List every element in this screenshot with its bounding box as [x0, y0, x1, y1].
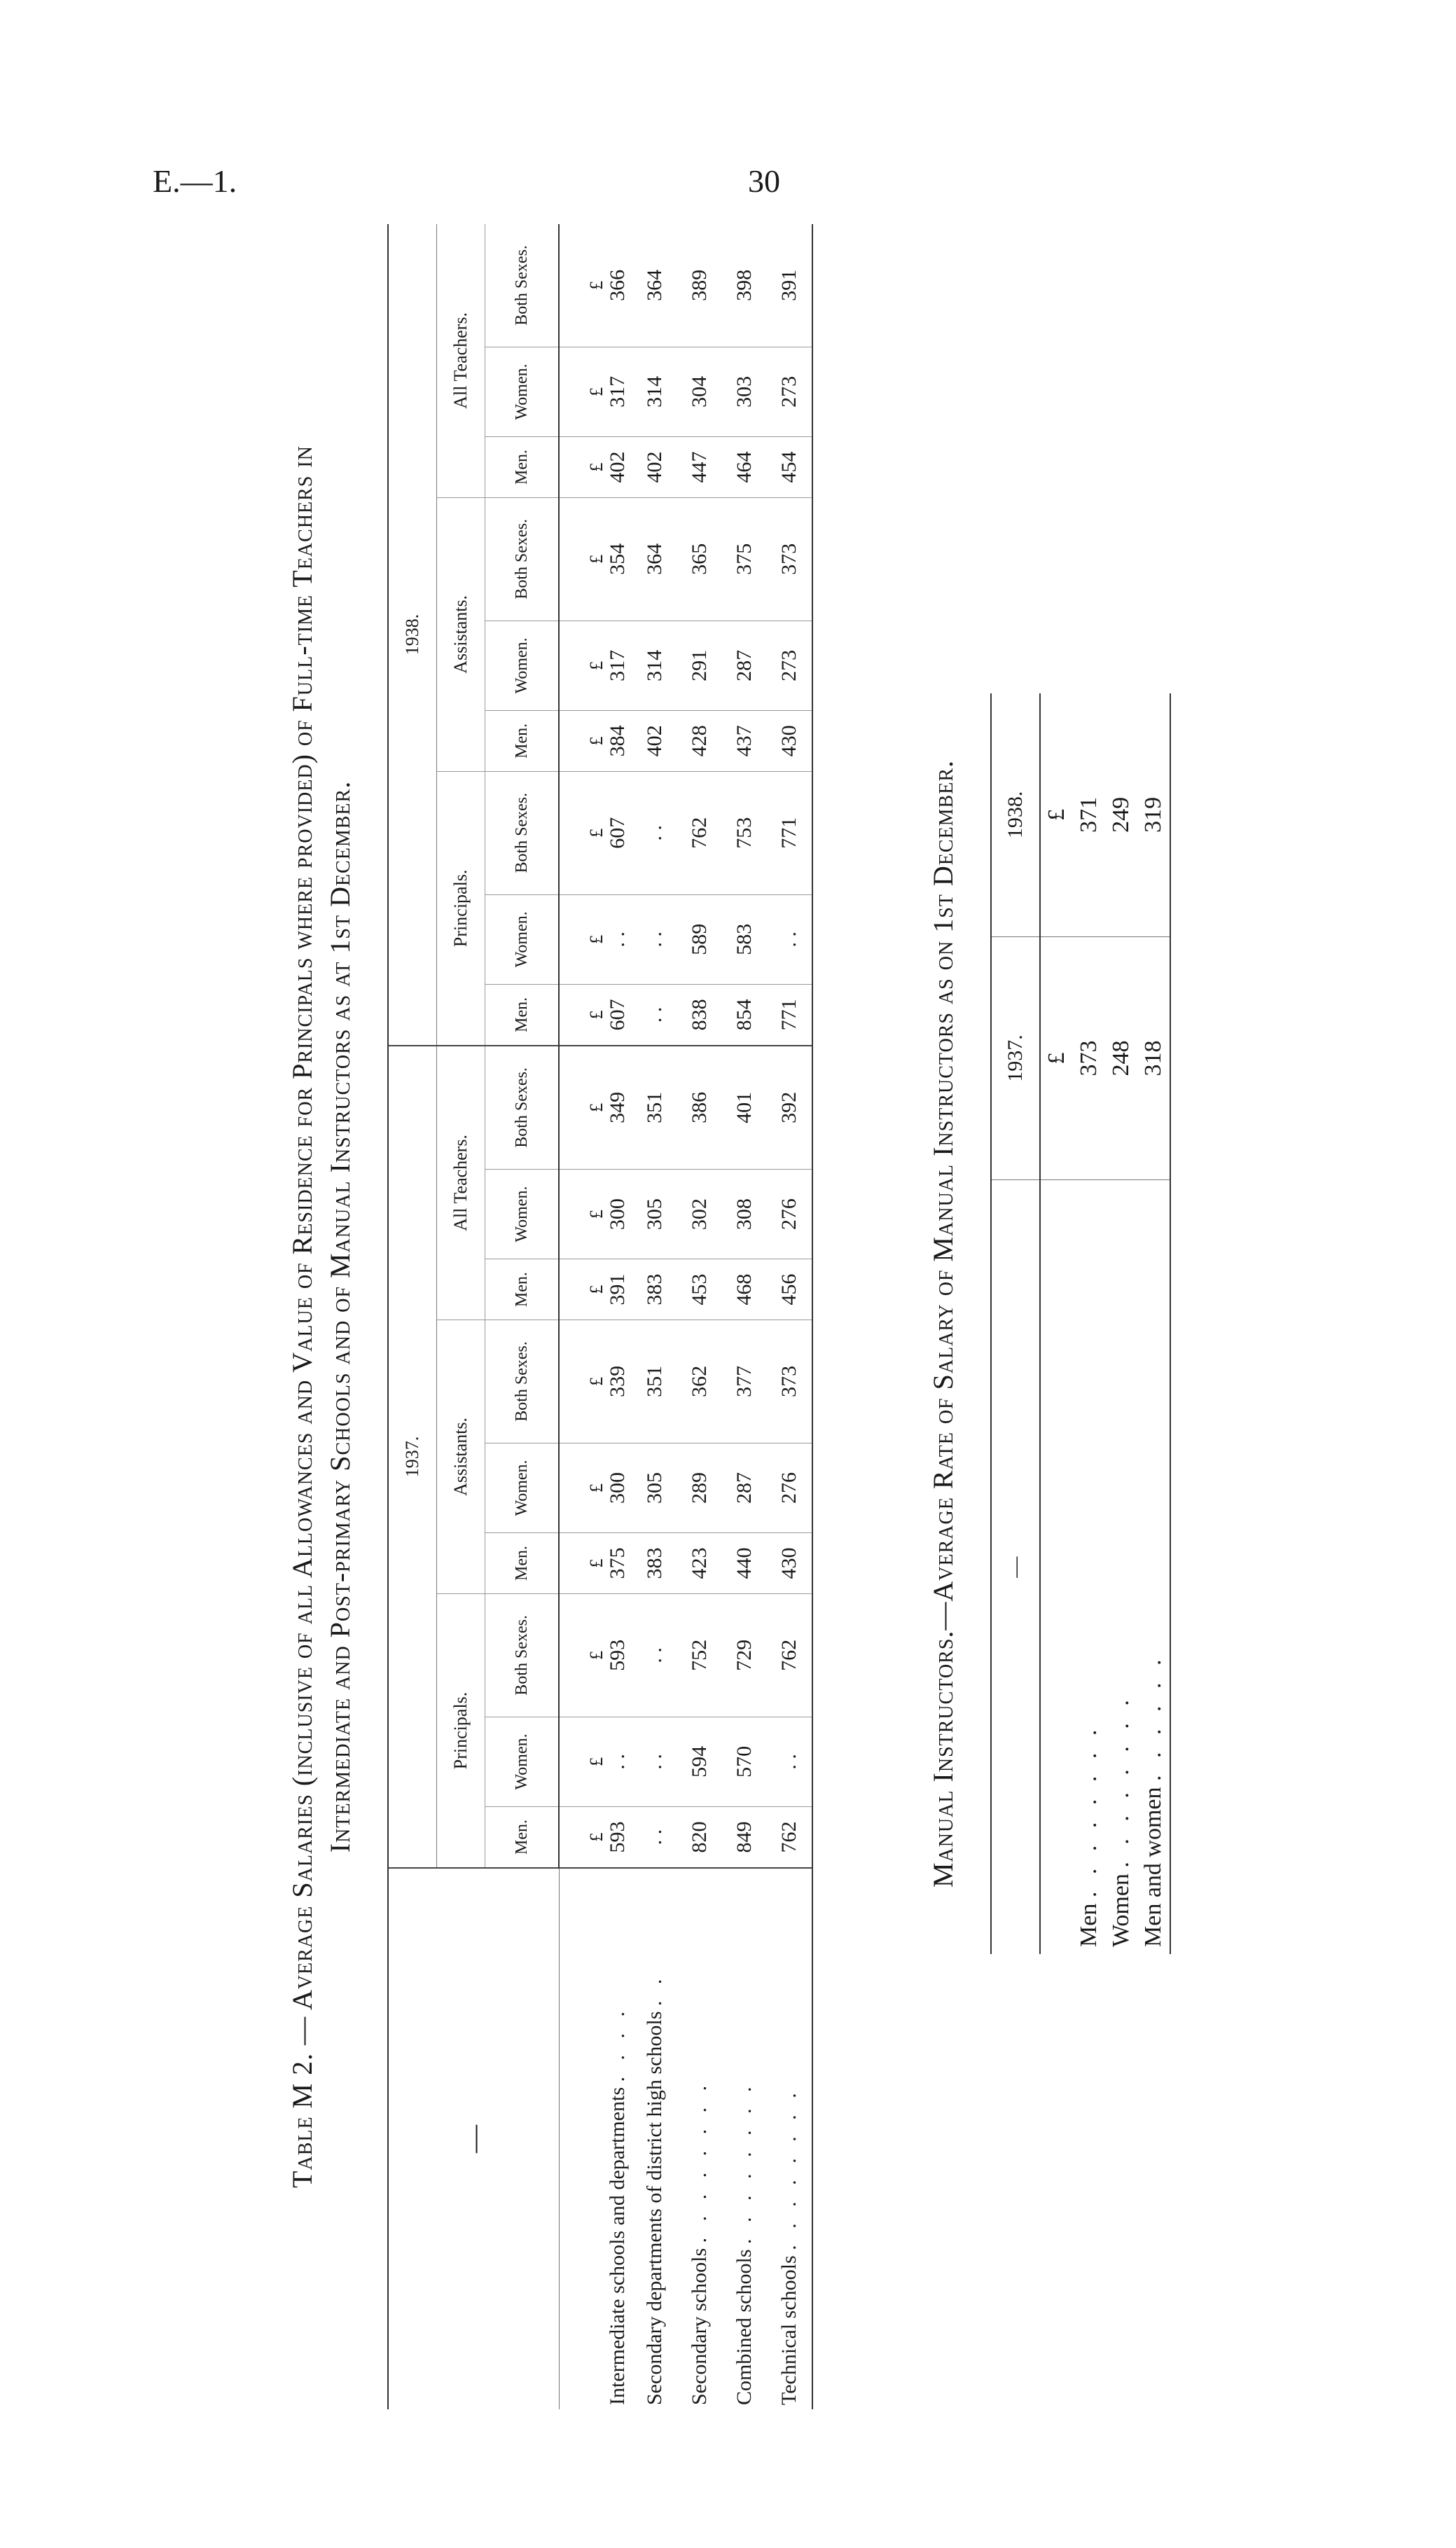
table-cell [677, 894, 722, 984]
cell-value: 373 [777, 1365, 800, 1397]
currency-symbol: £ [586, 1102, 606, 1112]
currency-symbol: £ [586, 1757, 606, 1766]
table-cell [677, 224, 722, 347]
cell-value: . . [643, 1006, 666, 1023]
table-cell [767, 497, 812, 621]
cell-value: 305 [643, 1472, 666, 1504]
cell-value: 287 [733, 1472, 756, 1504]
sub-header: Men. [485, 710, 560, 771]
mi-currency-row [1040, 693, 1073, 1954]
cell-value: 339 [606, 1365, 629, 1397]
cell-value: 428 [688, 725, 711, 757]
table-cell [722, 347, 767, 436]
cell-value: 594 [688, 1745, 711, 1778]
table-cell [767, 1443, 812, 1532]
currency-symbol: £ [586, 280, 606, 290]
cell-value: 398 [733, 269, 756, 301]
table-cell [677, 1443, 722, 1532]
sub-header: Both Sexes. [485, 1593, 560, 1717]
table-cell [767, 1320, 812, 1443]
cell-value: 771 [777, 817, 800, 849]
cell-value: 402 [606, 451, 629, 483]
row-label [559, 1868, 632, 2409]
currency-symbol: £ [586, 1376, 606, 1386]
group-header: Assistants. [437, 497, 485, 771]
sub-header: Women. [485, 1717, 560, 1806]
cell-value: 762 [688, 817, 711, 849]
table-cell [677, 1717, 722, 1806]
mi-row [1137, 693, 1170, 1954]
table-row [559, 224, 632, 2409]
cell-value: 762 [777, 1821, 800, 1853]
cell-value: 392 [777, 1091, 800, 1123]
cell-value: 762 [777, 1639, 800, 1671]
cell-value: 447 [688, 451, 711, 483]
mi-row-label [1137, 1180, 1170, 1954]
mi-col-1937: 1937. [991, 936, 1040, 1180]
cell-value: 366 [606, 269, 629, 301]
cell-value: 593 [606, 1639, 629, 1671]
table-cell [767, 621, 812, 710]
cell-value: 386 [688, 1091, 711, 1123]
table-cell [722, 1320, 767, 1443]
cell-value: 464 [733, 451, 756, 483]
cell-value: 401 [733, 1091, 756, 1123]
cell-value: 849 [733, 1821, 756, 1853]
table-cell [559, 1807, 632, 1868]
cell-value: 607 [606, 817, 629, 849]
manual-instructors-caption: Manual Instructors.—Average Rate of Salary of Manual Instructors as on 1st December. [927, 760, 959, 1888]
row-label-text: Secondary departments of district high schools [643, 2011, 666, 2405]
table-cell [722, 621, 767, 710]
mi-cell-value: 318 [1137, 936, 1170, 1180]
leader-dots: . . [643, 1973, 666, 2007]
cell-value: 453 [688, 1273, 711, 1306]
group-header: Principals. [437, 771, 485, 1046]
sub-header: Men. [485, 1807, 560, 1868]
table-cell [767, 1046, 812, 1170]
currency-symbol: £ [586, 736, 606, 746]
cell-value: 468 [733, 1273, 756, 1306]
table-cell [722, 894, 767, 984]
row-label-text: Combined schools [733, 2249, 756, 2405]
group-header: Principals. [437, 1593, 485, 1868]
mi-cell-value: 249 [1105, 693, 1137, 936]
mi-cell-value: 371 [1073, 693, 1105, 936]
cell-value: 317 [606, 375, 629, 408]
mi-row-label [1105, 1180, 1137, 1954]
table-cell [767, 1533, 812, 1594]
table-cell [559, 710, 632, 771]
cell-value: 375 [733, 543, 756, 575]
table-cell [632, 1717, 677, 1806]
table-cell [677, 347, 722, 436]
cell-value: 384 [606, 725, 629, 757]
table-cell [677, 710, 722, 771]
table-cell [767, 224, 812, 347]
table-cell [677, 1259, 722, 1320]
cell-value: 273 [777, 375, 800, 408]
table-cell [559, 437, 632, 498]
mi-cell-value: 373 [1073, 936, 1105, 1180]
leader-dots: . . . . . . . . [1108, 1694, 1134, 1868]
table-cell [632, 347, 677, 436]
cell-value: 820 [688, 1821, 711, 1853]
caption-line-1: Table M 2. — Average Salaries (inclusive of all Allowances and Value of Residence for Principals where provided) of Full-time Teachers in [286, 445, 318, 2188]
cell-value: 838 [688, 999, 711, 1031]
table-cell [767, 1259, 812, 1320]
sub-header: Men. [485, 1259, 560, 1320]
sub-header: Women. [485, 894, 560, 984]
cell-value: . . [643, 1829, 666, 1846]
currency-symbol: £ [586, 462, 606, 472]
cell-value: 317 [606, 649, 629, 681]
table-cell [767, 1717, 812, 1806]
cell-value: 349 [606, 1091, 629, 1123]
table-cell [677, 437, 722, 498]
sub-header: Both Sexes. [485, 1320, 560, 1443]
cell-value: 589 [688, 923, 711, 955]
cell-value: 365 [688, 543, 711, 575]
table-cell [632, 984, 677, 1045]
group-header: All Teachers. [437, 1046, 485, 1320]
table-cell [767, 894, 812, 984]
table-cell [767, 437, 812, 498]
table-cell [559, 984, 632, 1045]
currency-symbol: £ [586, 387, 606, 396]
cell-value: 437 [733, 725, 756, 757]
table-cell [677, 1046, 722, 1170]
table-cell [767, 347, 812, 436]
page-reference: E.—1. [153, 163, 237, 199]
group-header: All Teachers. [437, 224, 485, 497]
cell-value: 430 [777, 725, 800, 757]
cell-value: 351 [643, 1091, 666, 1123]
table-cell [722, 1717, 767, 1806]
table-cell [677, 497, 722, 621]
table-cell [767, 771, 812, 894]
currency-symbol: £ [1040, 936, 1073, 1180]
cell-value: 276 [777, 1472, 800, 1504]
cell-value: 402 [643, 725, 666, 757]
cell-value: 383 [643, 1547, 666, 1579]
currency-symbol: £ [586, 1285, 606, 1294]
table-cell [559, 347, 632, 436]
cell-value: 570 [733, 1745, 756, 1778]
cell-value: 375 [606, 1547, 629, 1579]
row-label-text: Intermediate schools and departments [606, 2086, 629, 2405]
cell-value: . . [643, 932, 666, 948]
cell-value: 305 [643, 1198, 666, 1231]
table-cell [677, 1807, 722, 1868]
table-cell [559, 497, 632, 621]
cell-value: 364 [643, 543, 666, 575]
row-label [767, 1868, 812, 2409]
table-cell [559, 1320, 632, 1443]
sub-header: Women. [485, 1443, 560, 1532]
cell-value: 753 [733, 817, 756, 849]
year-1938: 1938. [388, 224, 437, 1046]
cell-value: 289 [688, 1472, 711, 1504]
table-cell [722, 1259, 767, 1320]
leader-dots: . . . . [606, 2005, 629, 2082]
table-cell [722, 1807, 767, 1868]
table-cell [677, 771, 722, 894]
row-label-text: Technical schools [777, 2255, 800, 2405]
mi-row-label-text: Men [1076, 1903, 1102, 1947]
cell-value: 314 [643, 649, 666, 681]
cell-value: 351 [643, 1365, 666, 1397]
cell-value: 383 [643, 1273, 666, 1306]
table-cell [632, 1443, 677, 1532]
cell-value: 300 [606, 1472, 629, 1504]
sub-header: Men. [485, 437, 560, 498]
sub-header: Both Sexes. [485, 224, 560, 347]
table-row [767, 224, 812, 2409]
table-cell [559, 894, 632, 984]
caption-line-2: Intermediate and Post-primary Schools and of Manual Instructors as at 1st December. [324, 780, 356, 1853]
table-cell [559, 1593, 632, 1717]
sub-header: Men. [485, 1533, 560, 1594]
currency-symbol: £ [586, 934, 606, 944]
leader-dots: . . . . . . . . [733, 2081, 756, 2244]
table-cell [677, 1533, 722, 1594]
table-cell [632, 1169, 677, 1259]
cell-value: 389 [688, 269, 711, 301]
table-cell [559, 1259, 632, 1320]
table-cell [722, 1046, 767, 1170]
mi-col-1938: 1938. [991, 693, 1040, 936]
cell-value: 377 [733, 1365, 756, 1397]
mi-cell-value: 319 [1137, 693, 1170, 936]
currency-symbol: £ [586, 554, 606, 564]
page-number: 30 [748, 163, 780, 199]
currency-symbol: £ [586, 1650, 606, 1660]
cell-value: 276 [777, 1198, 800, 1231]
table-cell [632, 894, 677, 984]
mi-row [1105, 693, 1137, 1954]
table-cell [767, 984, 812, 1045]
currency-symbol: £ [1040, 693, 1073, 936]
table-cell [767, 1169, 812, 1259]
cell-value: 729 [733, 1639, 756, 1671]
cell-value: 430 [777, 1547, 800, 1579]
table-cell [677, 1320, 722, 1443]
table-cell [722, 1593, 767, 1717]
row-label [677, 1868, 722, 2409]
sub-header: Women. [485, 347, 560, 436]
cell-value: . . [606, 932, 629, 948]
currency-symbol: £ [586, 1558, 606, 1568]
cell-value: 302 [688, 1198, 711, 1231]
cell-value: 854 [733, 999, 756, 1031]
cell-value: . . [643, 824, 666, 841]
currency-symbol: £ [586, 1210, 606, 1219]
manual-instructors-block [924, 693, 1171, 1954]
leader-dots: . . . . . . . . [1076, 1724, 1102, 1898]
cell-value: 354 [606, 543, 629, 575]
table-cell [632, 771, 677, 894]
cell-value: 456 [777, 1273, 800, 1306]
manual-instructors-table [990, 693, 1171, 1954]
cell-value: 391 [606, 1273, 629, 1306]
table-cell [677, 1169, 722, 1259]
table-cell [632, 1533, 677, 1594]
sub-header: Men. [485, 984, 560, 1045]
cell-value: 583 [733, 923, 756, 955]
group-header: Assistants. [437, 1320, 485, 1593]
table-cell [722, 224, 767, 347]
row-label [722, 1868, 767, 2409]
currency-symbol: £ [586, 828, 606, 838]
sub-header: Women. [485, 1169, 560, 1259]
cell-value: . . [643, 1754, 666, 1770]
table-cell [632, 1807, 677, 1868]
sub-header: Both Sexes. [485, 1046, 560, 1170]
cell-value: 287 [733, 649, 756, 681]
table-cell [722, 497, 767, 621]
table-cell [559, 621, 632, 710]
table-cell [722, 984, 767, 1045]
cell-value: 273 [777, 649, 800, 681]
leader-dots: . . . . . . . . [777, 2087, 800, 2250]
table-cell [632, 710, 677, 771]
table-cell [767, 1593, 812, 1717]
currency-symbol: £ [586, 660, 606, 670]
table-cell [559, 1169, 632, 1259]
mi-row-label-text: Men and women [1140, 1787, 1166, 1947]
table-cell [559, 1717, 632, 1806]
cell-value: . . [777, 1754, 800, 1770]
table-cell [559, 1046, 632, 1170]
mi-corner-dash: — [991, 1180, 1040, 1954]
cell-value: 402 [643, 451, 666, 483]
table-cell [632, 1046, 677, 1170]
leader-dots: . . . . . . . . [688, 2079, 711, 2243]
table-cell [632, 621, 677, 710]
cell-value: 308 [733, 1198, 756, 1231]
table-row [632, 224, 677, 2409]
cell-value: . . [606, 1754, 629, 1770]
table-cell [632, 1320, 677, 1443]
table-row [677, 224, 722, 2409]
table-cell [632, 497, 677, 621]
year-1937: 1937. [388, 1046, 437, 1868]
corner-dash: — [388, 1868, 559, 2409]
table-cell [559, 771, 632, 894]
cell-value: . . [643, 1647, 666, 1663]
mi-row-label-text: Women [1108, 1874, 1134, 1947]
currency-symbol: £ [586, 1483, 606, 1493]
sub-header: Women. [485, 621, 560, 710]
salary-table [387, 224, 813, 2409]
mi-cell-value: 248 [1105, 936, 1137, 1180]
table-cell [767, 710, 812, 771]
cell-value: 373 [777, 543, 800, 575]
table-cell [632, 224, 677, 347]
sub-header: Both Sexes. [485, 497, 560, 621]
table-cell [559, 1443, 632, 1532]
table-cell [722, 1169, 767, 1259]
table-row [722, 224, 767, 2409]
leader-dots: . . . . . . [1140, 1654, 1166, 1781]
table-cell [559, 1533, 632, 1594]
sub-header: Both Sexes. [485, 771, 560, 894]
cell-value: 300 [606, 1198, 629, 1231]
table-cell [677, 1593, 722, 1717]
table-cell [632, 437, 677, 498]
cell-value: 593 [606, 1821, 629, 1853]
cell-value: 362 [688, 1365, 711, 1397]
table-cell [677, 621, 722, 710]
cell-value: 423 [688, 1547, 711, 1579]
currency-symbol: £ [586, 1832, 606, 1842]
cell-value: 440 [733, 1547, 756, 1579]
mi-row-label [1073, 1180, 1105, 1954]
table-cell [722, 771, 767, 894]
table-cell [722, 1443, 767, 1532]
cell-value: 291 [688, 649, 711, 681]
table-cell [722, 710, 767, 771]
row-label-text: Secondary schools [688, 2248, 711, 2405]
cell-value: 454 [777, 451, 800, 483]
table-cell [632, 1593, 677, 1717]
mi-row [1073, 693, 1105, 1954]
salary-table-block [284, 224, 813, 2409]
table-cell [722, 437, 767, 498]
cell-value: 771 [777, 999, 800, 1031]
cell-value: 752 [688, 1639, 711, 1671]
cell-value: 391 [777, 269, 800, 301]
cell-value: 304 [688, 375, 711, 408]
table-cell [677, 984, 722, 1045]
cell-value: 607 [606, 999, 629, 1031]
cell-value: 314 [643, 375, 666, 408]
table-cell [722, 1533, 767, 1594]
currency-symbol: £ [586, 1010, 606, 1020]
cell-value: 364 [643, 269, 666, 301]
cell-value: 303 [733, 375, 756, 408]
mi-empty [1040, 1180, 1073, 1954]
table-cell [559, 224, 632, 347]
table-caption [284, 224, 359, 2409]
table-cell [632, 1259, 677, 1320]
row-label [632, 1868, 677, 2409]
cell-value: . . [777, 932, 800, 948]
table-cell [767, 1807, 812, 1868]
